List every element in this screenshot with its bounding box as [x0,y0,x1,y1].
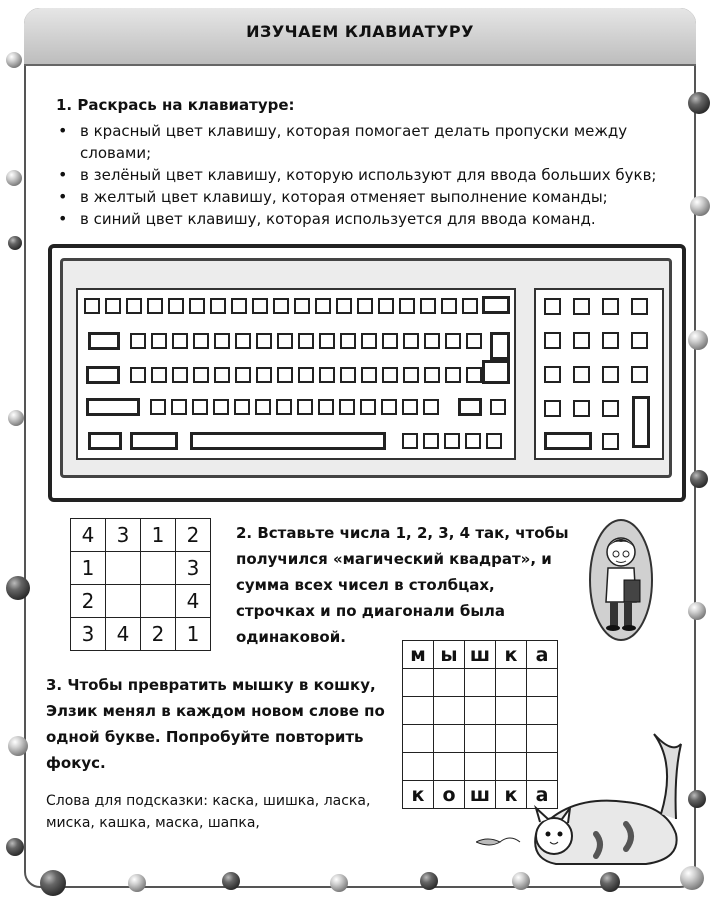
keyboard-key[interactable] [190,432,386,450]
keyboard-key[interactable] [210,298,226,314]
bead-decoration [330,874,348,892]
keyboard-key[interactable] [235,333,251,349]
task1-bullet-blue: • в синий цвет клавишу, которая используется для ввода команд. [58,208,658,230]
keyboard-key[interactable] [631,332,648,349]
ladder-cell-empty[interactable] [434,669,465,697]
keyboard-key[interactable] [378,298,394,314]
keyboard-key[interactable] [256,333,272,349]
keyboard-key[interactable] [130,367,146,383]
keyboard-key[interactable] [213,399,229,415]
keyboard-key[interactable] [444,433,460,449]
bead-decoration [512,872,530,890]
bead-decoration [222,872,240,890]
ladder-cell: а [527,781,558,809]
keyboard-key[interactable] [573,366,590,383]
magic-cell: 1 [176,618,211,651]
keyboard-key[interactable] [130,432,178,450]
magic-cell-empty[interactable] [141,552,176,585]
keyboard-key[interactable] [192,399,208,415]
keyboard-key[interactable] [294,298,310,314]
magic-cell-empty[interactable] [141,585,176,618]
bead-decoration [420,872,438,890]
keyboard-key[interactable] [234,399,250,415]
keyboard-key[interactable] [150,399,166,415]
keyboard-key[interactable] [573,332,590,349]
keyboard-key[interactable] [252,298,268,314]
magic-cell-empty[interactable] [106,585,141,618]
keyboard-key[interactable] [573,298,590,315]
keyboard-key[interactable] [172,333,188,349]
keyboard-key[interactable] [490,332,510,360]
keyboard-key[interactable] [86,366,120,384]
keyboard-key[interactable] [602,332,619,349]
keyboard-key[interactable] [631,298,648,315]
task3-text: 3. Чтобы превратить мышку в кошку, Элзик менял в каждом новом слове по одной букве. Попробуйте повторить фокус. [46,676,385,772]
keyboard-key[interactable] [361,367,377,383]
keyboard-key[interactable] [255,399,271,415]
keyboard-key[interactable] [130,333,146,349]
keyboard-key[interactable] [602,433,619,450]
page-title: ИЗУЧАЕМ КЛАВИАТУРУ [246,22,474,41]
keyboard-key[interactable] [276,399,292,415]
bead-decoration [40,870,66,896]
keyboard-key[interactable] [462,298,478,314]
bead-decoration [6,576,30,600]
task3-hints: Слова для подсказки: каска, шишка, ласка, миска, кашка, маска, шапка, [46,793,371,831]
keyboard-key[interactable] [544,366,561,383]
bead-decoration [690,470,708,488]
ladder-cell: м [403,641,434,669]
keyboard-key[interactable] [277,333,293,349]
bead-decoration [600,872,620,892]
keyboard-key[interactable] [214,333,230,349]
magic-cell: 1 [71,552,106,585]
keyboard-key[interactable] [193,333,209,349]
keyboard-key[interactable] [189,298,205,314]
keyboard-key[interactable] [403,333,419,349]
keyboard-key[interactable] [339,399,355,415]
keyboard-key[interactable] [399,298,415,314]
keyboard-key[interactable] [420,298,436,314]
keyboard-key[interactable] [445,333,461,349]
keyboard-key[interactable] [458,398,482,416]
ladder-cell-empty[interactable] [403,669,434,697]
ladder-cell: к [403,781,434,809]
keyboard-key[interactable] [544,298,561,315]
keyboard-key[interactable] [298,333,314,349]
ladder-cell-empty[interactable] [434,725,465,753]
keyboard-key[interactable] [360,399,376,415]
keyboard-key[interactable] [86,398,140,416]
keyboard-key[interactable] [423,399,439,415]
ladder-cell-empty[interactable] [465,669,496,697]
task1-bullet-green: • в зелёный цвет клавишу, которую используют для ввода больших букв; [58,164,658,186]
keyboard-key[interactable] [126,298,142,314]
magic-cell: 2 [141,618,176,651]
keyboard-key[interactable] [402,433,418,449]
keyboard-key[interactable] [298,367,314,383]
keyboard-key[interactable] [544,400,561,417]
magic-cell: 4 [106,618,141,651]
keyboard-key[interactable] [381,399,397,415]
ladder-cell-empty[interactable] [496,669,527,697]
keyboard-key[interactable] [486,433,502,449]
keyboard-key[interactable] [441,298,457,314]
keyboard-key[interactable] [631,366,648,383]
bead-decoration [688,330,708,350]
keyboard-key[interactable] [573,400,590,417]
keyboard-key[interactable] [465,433,481,449]
keyboard-key[interactable] [319,333,335,349]
keyboard-key[interactable] [105,298,121,314]
bead-decoration [688,602,706,620]
keyboard-key[interactable] [297,399,313,415]
keyboard-key[interactable] [602,298,619,315]
keyboard-key[interactable] [445,367,461,383]
ladder-cell: о [434,781,465,809]
keyboard-key[interactable] [340,367,356,383]
task1-title: 1. Раскрась на клавиатуре: [56,96,295,114]
ladder-cell: ш [465,781,496,809]
keyboard-key[interactable] [423,433,439,449]
keyboard-key[interactable] [632,396,650,448]
keyboard-key[interactable] [482,296,510,314]
bead-decoration [6,838,24,856]
bead-decoration [688,92,710,114]
keyboard-key[interactable] [256,367,272,383]
magic-cell: 1 [141,519,176,552]
keyboard-key[interactable] [402,399,418,415]
keyboard-key[interactable] [382,367,398,383]
keyboard-key[interactable] [172,367,188,383]
bead-decoration [6,52,22,68]
keyboard-key[interactable] [403,367,419,383]
ladder-cell-empty[interactable] [403,725,434,753]
ladder-cell-empty[interactable] [434,753,465,781]
keyboard-key[interactable] [424,367,440,383]
ladder-cell: ш [465,641,496,669]
keyboard-key[interactable] [466,333,482,349]
boy-with-book-illustration [588,518,654,642]
keyboard-key[interactable] [336,298,352,314]
ladder-cell-empty[interactable] [527,697,558,725]
keyboard-key[interactable] [544,332,561,349]
ladder-cell-empty[interactable] [403,753,434,781]
keyboard-key[interactable] [277,367,293,383]
ladder-cell-empty[interactable] [465,697,496,725]
keyboard-key[interactable] [231,298,247,314]
keyboard-key[interactable] [151,367,167,383]
keyboard-key[interactable] [602,400,619,417]
magic-cell: 4 [71,519,106,552]
bead-decoration [8,736,28,756]
keyboard-key[interactable] [544,432,592,450]
keyboard-key[interactable] [466,367,482,383]
cat-chasing-mouse-illustration [476,724,706,874]
keyboard-key[interactable] [151,333,167,349]
keyboard-key[interactable] [193,367,209,383]
ladder-cell-empty[interactable] [496,697,527,725]
bead-decoration [128,874,146,892]
keyboard-key[interactable] [340,333,356,349]
keyboard-key[interactable] [357,298,373,314]
magic-cell: 2 [176,519,211,552]
keyboard-key[interactable] [84,298,100,314]
keyboard-key[interactable] [424,333,440,349]
keyboard-key[interactable] [318,399,334,415]
task2-text: 2. Вставьте числа 1, 2, 3, 4 так, чтобы получился «магический квадрат», и сумма всех чисел в столбцах, строчках и по диагонали была одинаковой. [236,524,569,646]
task1-bullet-red: • в красный цвет клавишу, которая помогает делать пропуски между словами; [58,120,658,164]
keyboard-key[interactable] [602,366,619,383]
keyboard-key[interactable] [273,298,289,314]
ladder-cell: а [527,641,558,669]
magic-cell: 2 [71,585,106,618]
magic-cell: 3 [71,618,106,651]
keyboard-key[interactable] [147,298,163,314]
keyboard-key[interactable] [171,399,187,415]
bead-decoration [8,236,22,250]
ladder-cell: к [496,641,527,669]
magic-cell-empty[interactable] [106,552,141,585]
task1-list [58,120,658,230]
keyboard-key[interactable] [235,367,251,383]
magic-cell: 3 [176,552,211,585]
keyboard-key[interactable] [319,367,335,383]
bead-decoration [6,170,22,186]
ladder-cell-empty[interactable] [434,697,465,725]
keyboard-key[interactable] [88,432,122,450]
magic-cell: 3 [106,519,141,552]
keyboard-key[interactable] [168,298,184,314]
bead-decoration [8,410,24,426]
keyboard-key[interactable] [490,399,506,415]
ladder-cell-empty[interactable] [403,697,434,725]
keyboard-key[interactable] [361,333,377,349]
ladder-cell: ы [434,641,465,669]
ladder-cell: к [496,781,527,809]
keyboard-key[interactable] [88,332,120,350]
keyboard-key[interactable] [482,360,510,384]
header-bar [24,8,696,66]
task1-bullet-yellow: • в желтый цвет клавишу, которая отменяет выполнение команды; [58,186,658,208]
keyboard-key[interactable] [315,298,331,314]
keyboard-key[interactable] [382,333,398,349]
magic-square-grid [70,518,211,651]
bead-decoration [690,196,710,216]
magic-cell: 4 [176,585,211,618]
keyboard-key[interactable] [214,367,230,383]
ladder-cell-empty[interactable] [527,669,558,697]
